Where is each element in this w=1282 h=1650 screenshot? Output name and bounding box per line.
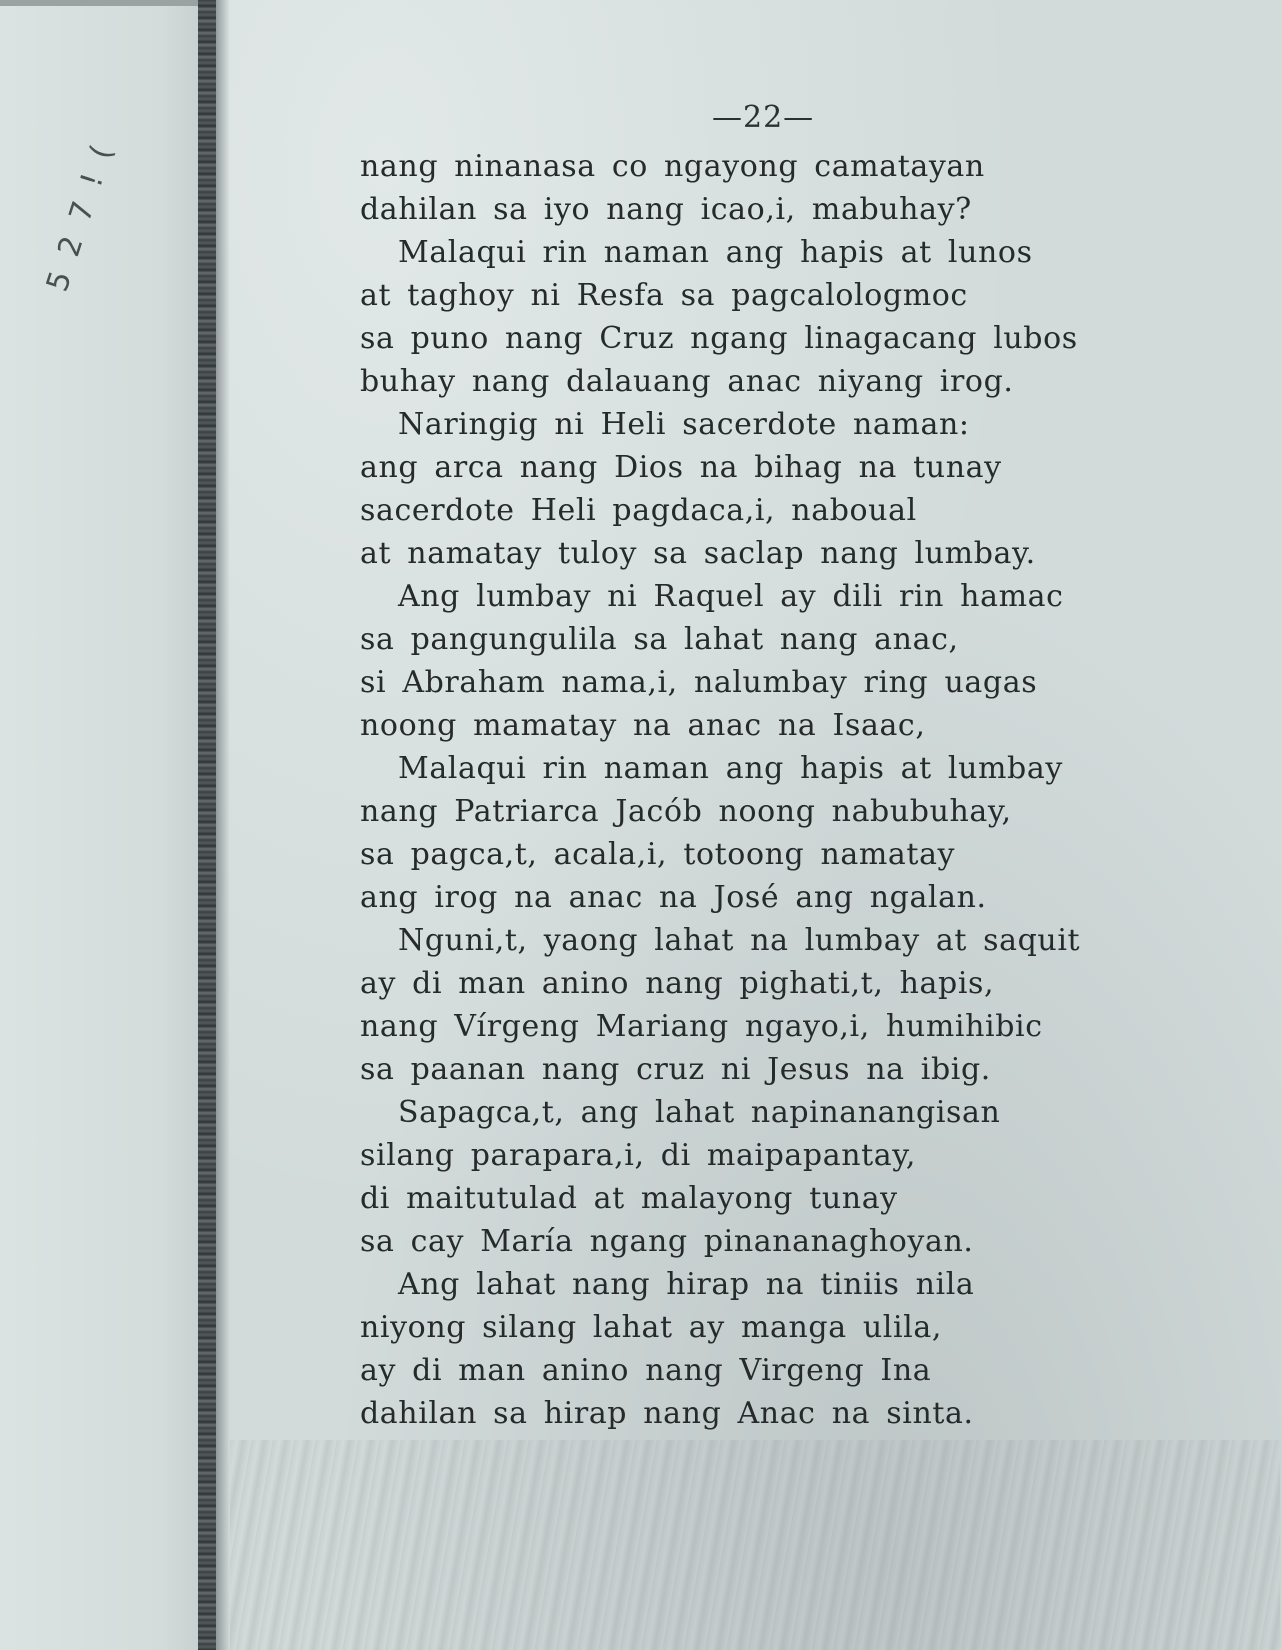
poem-line: sa paanan nang cruz ni Jesus na ibig.: [360, 1052, 991, 1087]
poem-line: sa puno nang Cruz ngang linagacang lubos: [360, 321, 1078, 356]
poem-line: nang Patriarca Jacób noong nabubuhay,: [360, 794, 1012, 829]
poem-line: ay di man anino nang pighati,t, hapis,: [360, 966, 995, 1001]
spine-shadow: [216, 0, 230, 1650]
poem-line: Ang lumbay ni Raquel ay dili rin hamac: [398, 579, 1064, 614]
left-margin-strip: [0, 0, 200, 1650]
poem-line: ay di man anino nang Virgeng Ina: [360, 1353, 932, 1388]
poem-line: Malaqui rin naman ang hapis at lunos: [398, 235, 1033, 270]
top-edge-shadow: [0, 0, 200, 6]
binding-spine: [198, 0, 216, 1650]
poem-line: Naringig ni Heli sacerdote naman:: [398, 407, 970, 442]
poem-line: Nguni,t, yaong lahat na lumbay at saquit: [398, 923, 1081, 958]
poem-line: at taghoy ni Resfa sa pagcalologmoc: [360, 278, 968, 313]
poem-line: Sapagca,t, ang lahat napinanangisan: [398, 1095, 1001, 1130]
page-number: —22—: [712, 100, 815, 135]
poem-line: dahilan sa hirap nang Anac na sinta.: [360, 1396, 974, 1431]
poem-line: di maitutulad at malayong tunay: [360, 1181, 898, 1216]
poem-line: si Abraham nama,i, nalumbay ring uagas: [360, 665, 1038, 700]
poem-line: at namatay tuloy sa saclap nang lumbay.: [360, 536, 1036, 571]
poem-line: sa pagca,t, acala,i, totoong namatay: [360, 837, 956, 872]
poem-line: ang arca nang Dios na bihag na tunay: [360, 450, 1002, 485]
handwritten-margin-note: 5 2 7 ! (: [40, 137, 122, 296]
poem-text-block: [360, 145, 1180, 1435]
poem-line: dahilan sa iyo nang icao,i, mabuhay?: [360, 192, 972, 227]
poem-line: buhay nang dalauang anac niyang irog.: [360, 364, 1014, 399]
poem-line: Ang lahat nang hirap na tiniis nila: [398, 1267, 975, 1302]
poem-line: sa cay María ngang pinananaghoyan.: [360, 1224, 974, 1259]
poem-line: sacerdote Heli pagdaca,i, naboual: [360, 493, 917, 528]
poem-line: ang irog na anac na José ang ngalan.: [360, 880, 987, 915]
poem-line: nang ninanasa co ngayong camatayan: [360, 149, 985, 184]
poem-line: noong mamatay na anac na Isaac,: [360, 708, 926, 743]
poem-line: niyong silang lahat ay manga ulila,: [360, 1310, 942, 1345]
poem-line: silang parapara,i, di maipapantay,: [360, 1138, 916, 1173]
poem-line: Malaqui rin naman ang hapis at lumbay: [398, 751, 1063, 786]
poem-line: sa pangungulila sa lahat nang anac,: [360, 622, 959, 657]
bottom-smudge: [230, 1440, 1280, 1650]
poem-line: nang Vírgeng Mariang ngayo,i, humihibic: [360, 1009, 1043, 1044]
